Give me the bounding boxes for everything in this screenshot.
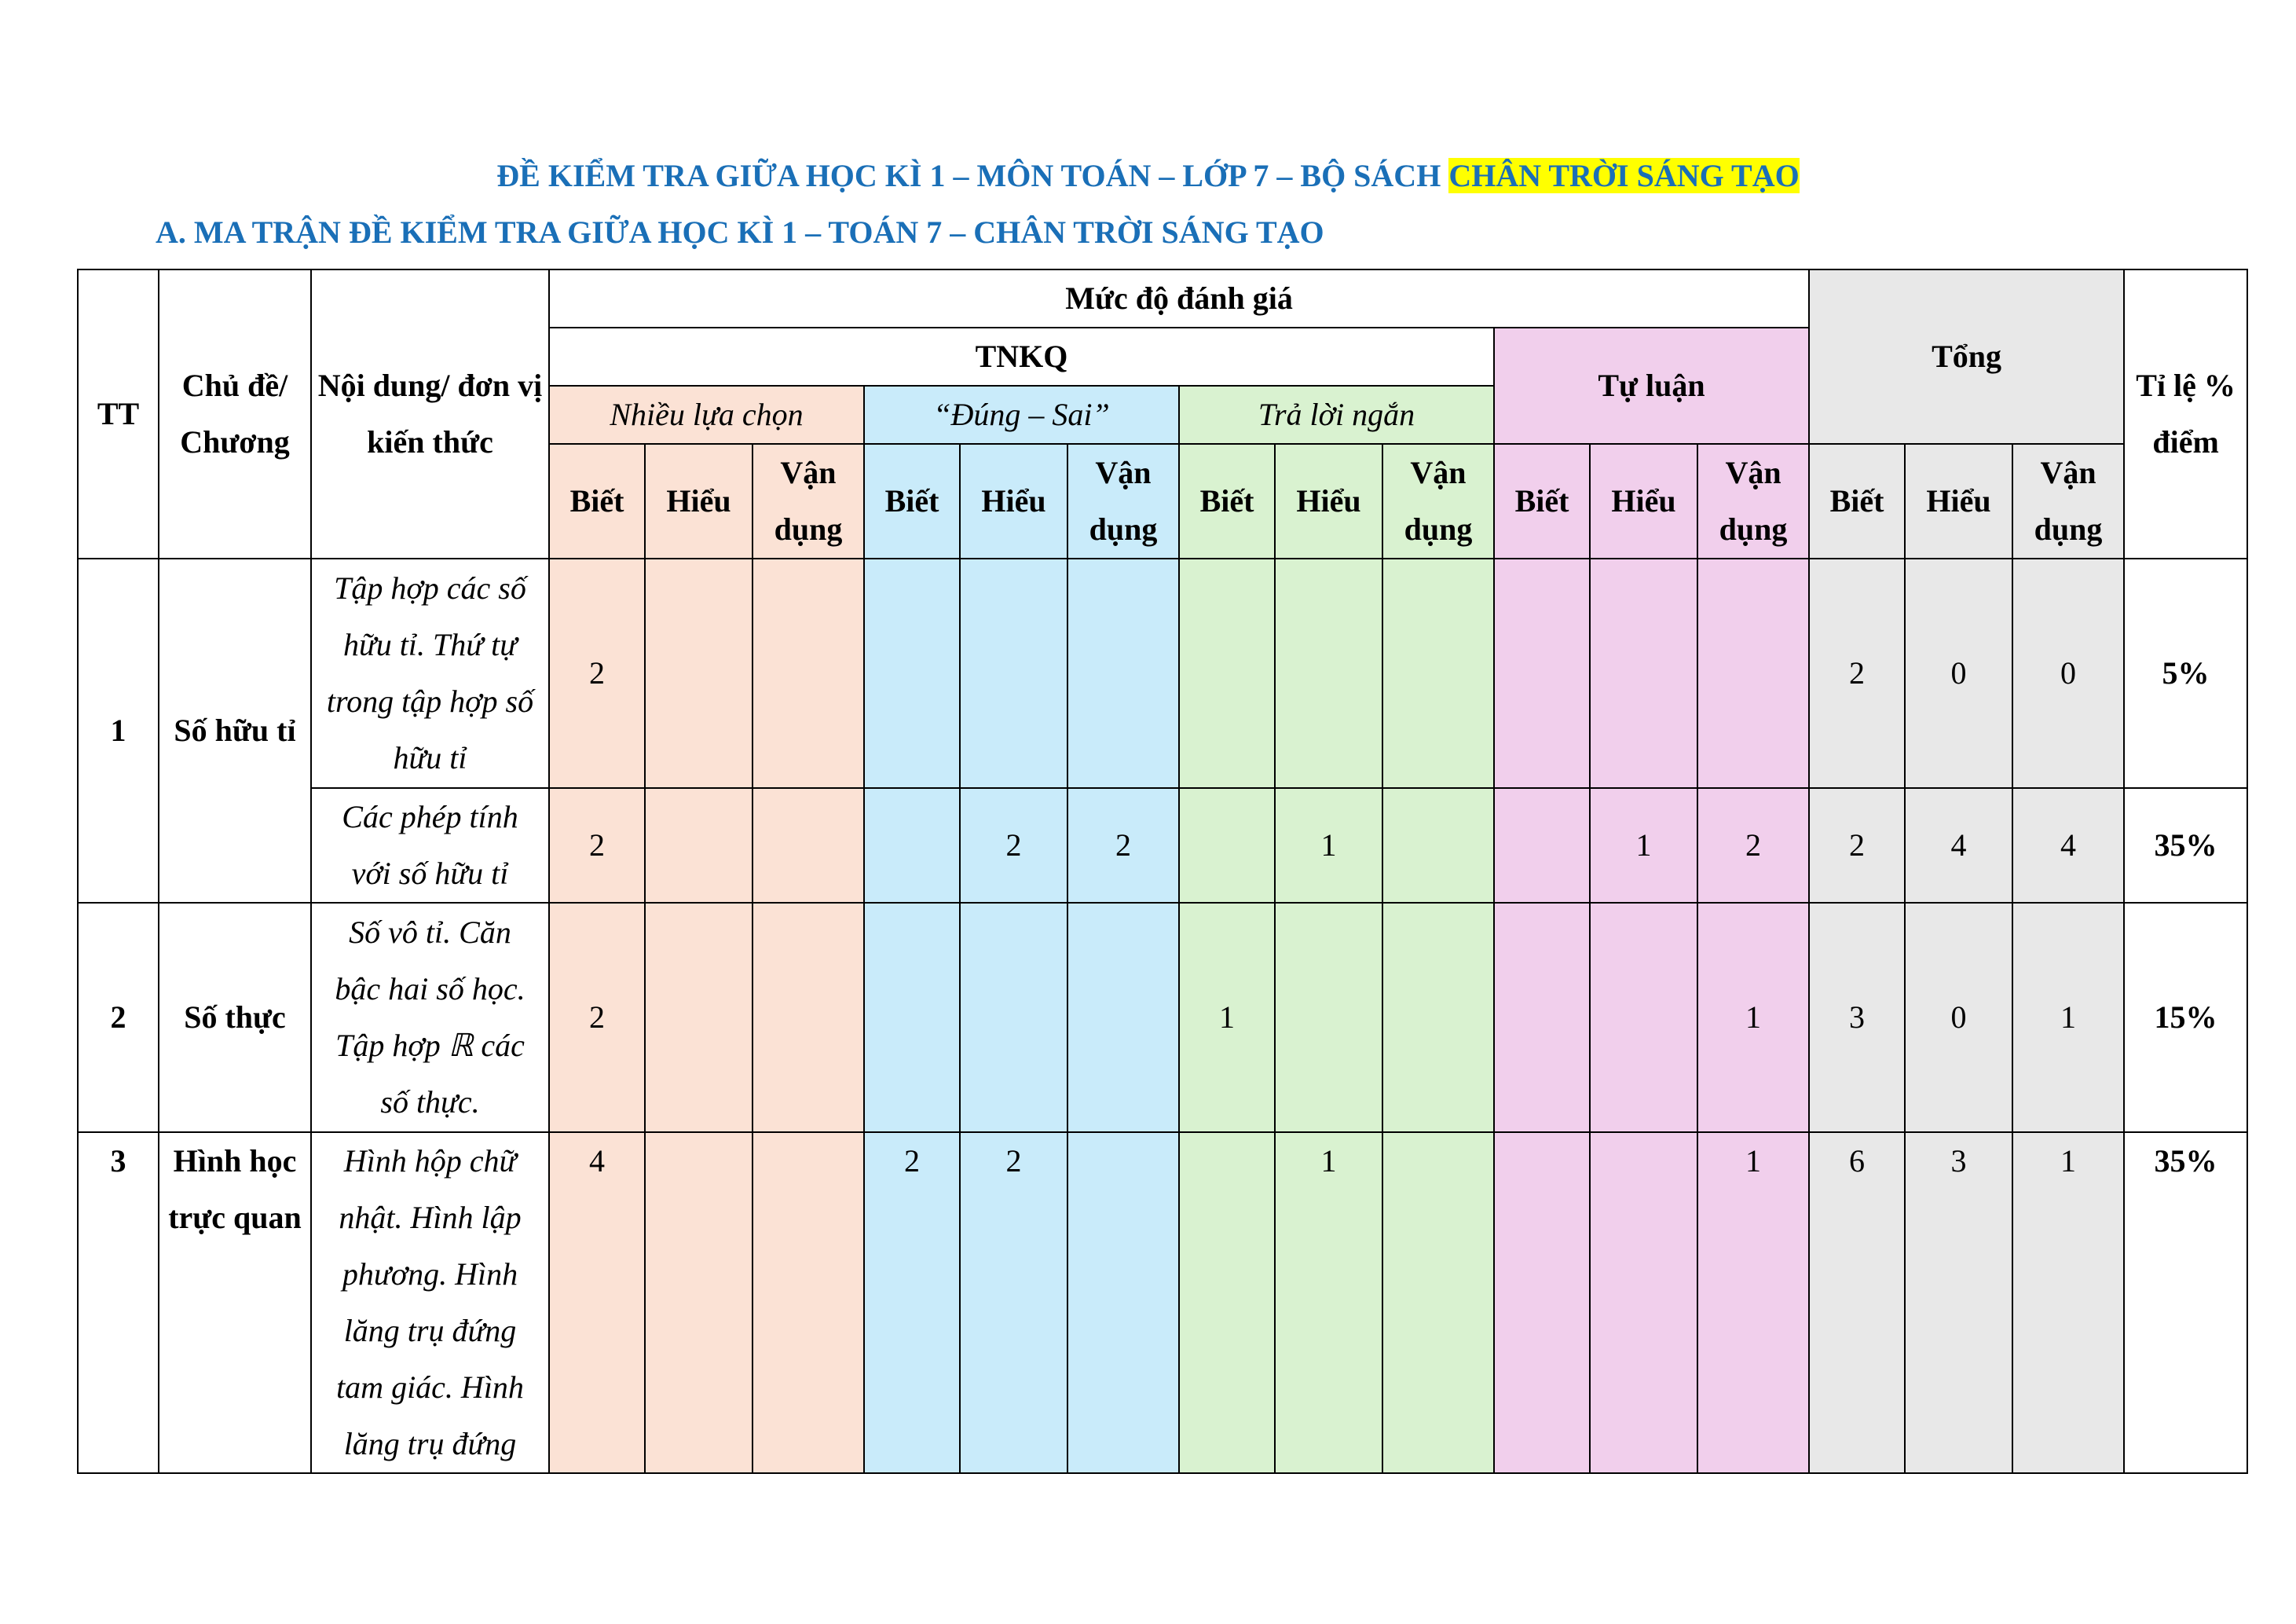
header-biet: Biết bbox=[1809, 444, 1905, 559]
count-tong-biet: 2 bbox=[1809, 788, 1905, 903]
score-ratio: 15% bbox=[2124, 903, 2247, 1132]
count-nhieu-lua-chon-biet: 2 bbox=[549, 559, 645, 788]
count-dung-sai-van-dung bbox=[1067, 1132, 1179, 1473]
count-nhieu-lua-chon-biet: 4 bbox=[549, 1132, 645, 1473]
header-van-dung: Vận dụng bbox=[1382, 444, 1494, 559]
header-hieu: Hiểu bbox=[1905, 444, 2012, 559]
table-row bbox=[78, 903, 2247, 1132]
header-tra-loi-ngan: Trả lời ngắn bbox=[1179, 386, 1494, 444]
count-tra-loi-ngan-hieu bbox=[1275, 903, 1382, 1132]
score-ratio: 5% bbox=[2124, 559, 2247, 788]
count-tu-luan-hieu: 1 bbox=[1590, 788, 1697, 903]
count-tu-luan-van-dung bbox=[1697, 559, 1809, 788]
count-tu-luan-biet bbox=[1494, 1132, 1590, 1473]
count-tong-van-dung: 1 bbox=[2012, 903, 2124, 1132]
header-muc-do-danh-gia: Mức độ đánh giá bbox=[549, 269, 1809, 328]
count-dung-sai-van-dung bbox=[1067, 559, 1179, 788]
count-tong-biet: 2 bbox=[1809, 559, 1905, 788]
count-tu-luan-van-dung: 1 bbox=[1697, 903, 1809, 1132]
count-nhieu-lua-chon-van-dung bbox=[753, 903, 864, 1132]
count-tong-biet: 6 bbox=[1809, 1132, 1905, 1473]
table-row bbox=[78, 559, 2247, 788]
knowledge-unit: Số vô tỉ. Căn bậc hai số học. Tập hợp ℝ các số thực. bbox=[311, 903, 549, 1132]
topic-name: Số thực bbox=[159, 903, 311, 1132]
knowledge-unit: Hình hộp chữ nhật. Hình lập phương. Hình lăng trụ đứng tam giác. Hình lăng trụ đứng bbox=[311, 1132, 549, 1473]
header-hieu: Hiểu bbox=[1590, 444, 1697, 559]
header-ti-le: Tỉ lệ % điểm bbox=[2124, 269, 2247, 559]
count-tra-loi-ngan-van-dung bbox=[1382, 559, 1494, 788]
count-dung-sai-biet bbox=[864, 903, 960, 1132]
count-tu-luan-hieu bbox=[1590, 903, 1697, 1132]
table-row bbox=[78, 1132, 2247, 1473]
header-biet: Biết bbox=[549, 444, 645, 559]
header-row-1 bbox=[78, 269, 2247, 328]
section-heading: A. MA TRẬN ĐỀ KIỂM TRA GIỮA HỌC KÌ 1 – TOÁN 7 – CHÂN TRỜI SÁNG TẠO bbox=[156, 214, 1324, 250]
count-nhieu-lua-chon-van-dung bbox=[753, 1132, 864, 1473]
count-tong-van-dung: 0 bbox=[2012, 559, 2124, 788]
count-tra-loi-ngan-biet: 1 bbox=[1179, 903, 1275, 1132]
count-nhieu-lua-chon-hieu bbox=[645, 559, 753, 788]
count-tong-hieu: 0 bbox=[1905, 903, 2012, 1132]
count-tra-loi-ngan-hieu bbox=[1275, 559, 1382, 788]
header-hieu: Hiểu bbox=[960, 444, 1067, 559]
count-nhieu-lua-chon-hieu bbox=[645, 903, 753, 1132]
document-title bbox=[0, 154, 2296, 198]
header-van-dung: Vận dụng bbox=[2012, 444, 2124, 559]
count-dung-sai-hieu bbox=[960, 559, 1067, 788]
count-nhieu-lua-chon-van-dung bbox=[753, 559, 864, 788]
score-ratio: 35% bbox=[2124, 788, 2247, 903]
count-tu-luan-hieu bbox=[1590, 1132, 1697, 1473]
header-van-dung: Vận dụng bbox=[1697, 444, 1809, 559]
count-dung-sai-hieu bbox=[960, 903, 1067, 1132]
count-tong-biet: 3 bbox=[1809, 903, 1905, 1132]
count-tu-luan-biet bbox=[1494, 903, 1590, 1132]
header-hieu: Hiểu bbox=[645, 444, 753, 559]
knowledge-unit: Tập hợp các số hữu tỉ. Thứ tự trong tập hợp số hữu tỉ bbox=[311, 559, 549, 788]
count-nhieu-lua-chon-hieu bbox=[645, 788, 753, 903]
header-van-dung: Vận dụng bbox=[753, 444, 864, 559]
count-tra-loi-ngan-van-dung bbox=[1382, 903, 1494, 1132]
count-nhieu-lua-chon-biet: 2 bbox=[549, 788, 645, 903]
topic-number: 2 bbox=[78, 903, 159, 1132]
count-tu-luan-hieu bbox=[1590, 559, 1697, 788]
count-tra-loi-ngan-hieu: 1 bbox=[1275, 1132, 1382, 1473]
count-dung-sai-van-dung bbox=[1067, 903, 1179, 1132]
count-tong-hieu: 3 bbox=[1905, 1132, 2012, 1473]
header-tt: TT bbox=[78, 269, 159, 559]
header-hieu: Hiểu bbox=[1275, 444, 1382, 559]
count-tong-van-dung: 4 bbox=[2012, 788, 2124, 903]
count-tra-loi-ngan-biet bbox=[1179, 559, 1275, 788]
title-main: ĐỀ KIỂM TRA GIỮA HỌC KÌ 1 – MÔN TOÁN – LỚP 7 – BỘ SÁCH bbox=[496, 158, 1449, 193]
count-tong-van-dung: 1 bbox=[2012, 1132, 2124, 1473]
count-dung-sai-van-dung: 2 bbox=[1067, 788, 1179, 903]
count-nhieu-lua-chon-hieu bbox=[645, 1132, 753, 1473]
count-dung-sai-biet bbox=[864, 559, 960, 788]
header-biet: Biết bbox=[1494, 444, 1590, 559]
count-tu-luan-biet bbox=[1494, 788, 1590, 903]
count-dung-sai-hieu: 2 bbox=[960, 788, 1067, 903]
header-van-dung: Vận dụng bbox=[1067, 444, 1179, 559]
count-tra-loi-ngan-hieu: 1 bbox=[1275, 788, 1382, 903]
count-tong-hieu: 0 bbox=[1905, 559, 2012, 788]
topic-number: 3 bbox=[78, 1132, 159, 1473]
topic-name: Số hữu tỉ bbox=[159, 559, 311, 903]
count-dung-sai-biet bbox=[864, 788, 960, 903]
count-tra-loi-ngan-biet bbox=[1179, 788, 1275, 903]
table-row bbox=[78, 788, 2247, 903]
header-biet: Biết bbox=[1179, 444, 1275, 559]
count-tra-loi-ngan-van-dung bbox=[1382, 788, 1494, 903]
score-ratio: 35% bbox=[2124, 1132, 2247, 1473]
count-tong-hieu: 4 bbox=[1905, 788, 2012, 903]
count-tu-luan-biet bbox=[1494, 559, 1590, 788]
knowledge-unit: Các phép tính với số hữu tỉ bbox=[311, 788, 549, 903]
assessment-matrix-table bbox=[77, 269, 2248, 1474]
header-nhieu-lua-chon: Nhiều lựa chọn bbox=[549, 386, 864, 444]
count-tu-luan-van-dung: 1 bbox=[1697, 1132, 1809, 1473]
header-biet: Biết bbox=[864, 444, 960, 559]
header-chu-de: Chủ đề/ Chương bbox=[159, 269, 311, 559]
topic-number: 1 bbox=[78, 559, 159, 903]
title-highlight: CHÂN TRỜI SÁNG TẠO bbox=[1448, 158, 1800, 193]
header-tu-luan: Tự luận bbox=[1494, 328, 1809, 444]
count-nhieu-lua-chon-biet: 2 bbox=[549, 903, 645, 1132]
topic-name: Hình học trực quan bbox=[159, 1132, 311, 1473]
header-dung-sai: “Đúng – Sai” bbox=[864, 386, 1179, 444]
count-dung-sai-hieu: 2 bbox=[960, 1132, 1067, 1473]
count-dung-sai-biet: 2 bbox=[864, 1132, 960, 1473]
header-tnkq: TNKQ bbox=[549, 328, 1494, 386]
count-tra-loi-ngan-van-dung bbox=[1382, 1132, 1494, 1473]
count-tu-luan-van-dung: 2 bbox=[1697, 788, 1809, 903]
count-nhieu-lua-chon-van-dung bbox=[753, 788, 864, 903]
count-tra-loi-ngan-biet bbox=[1179, 1132, 1275, 1473]
header-tong: Tổng bbox=[1809, 269, 2124, 444]
header-noi-dung: Nội dung/ đơn vị kiến thức bbox=[311, 269, 549, 559]
